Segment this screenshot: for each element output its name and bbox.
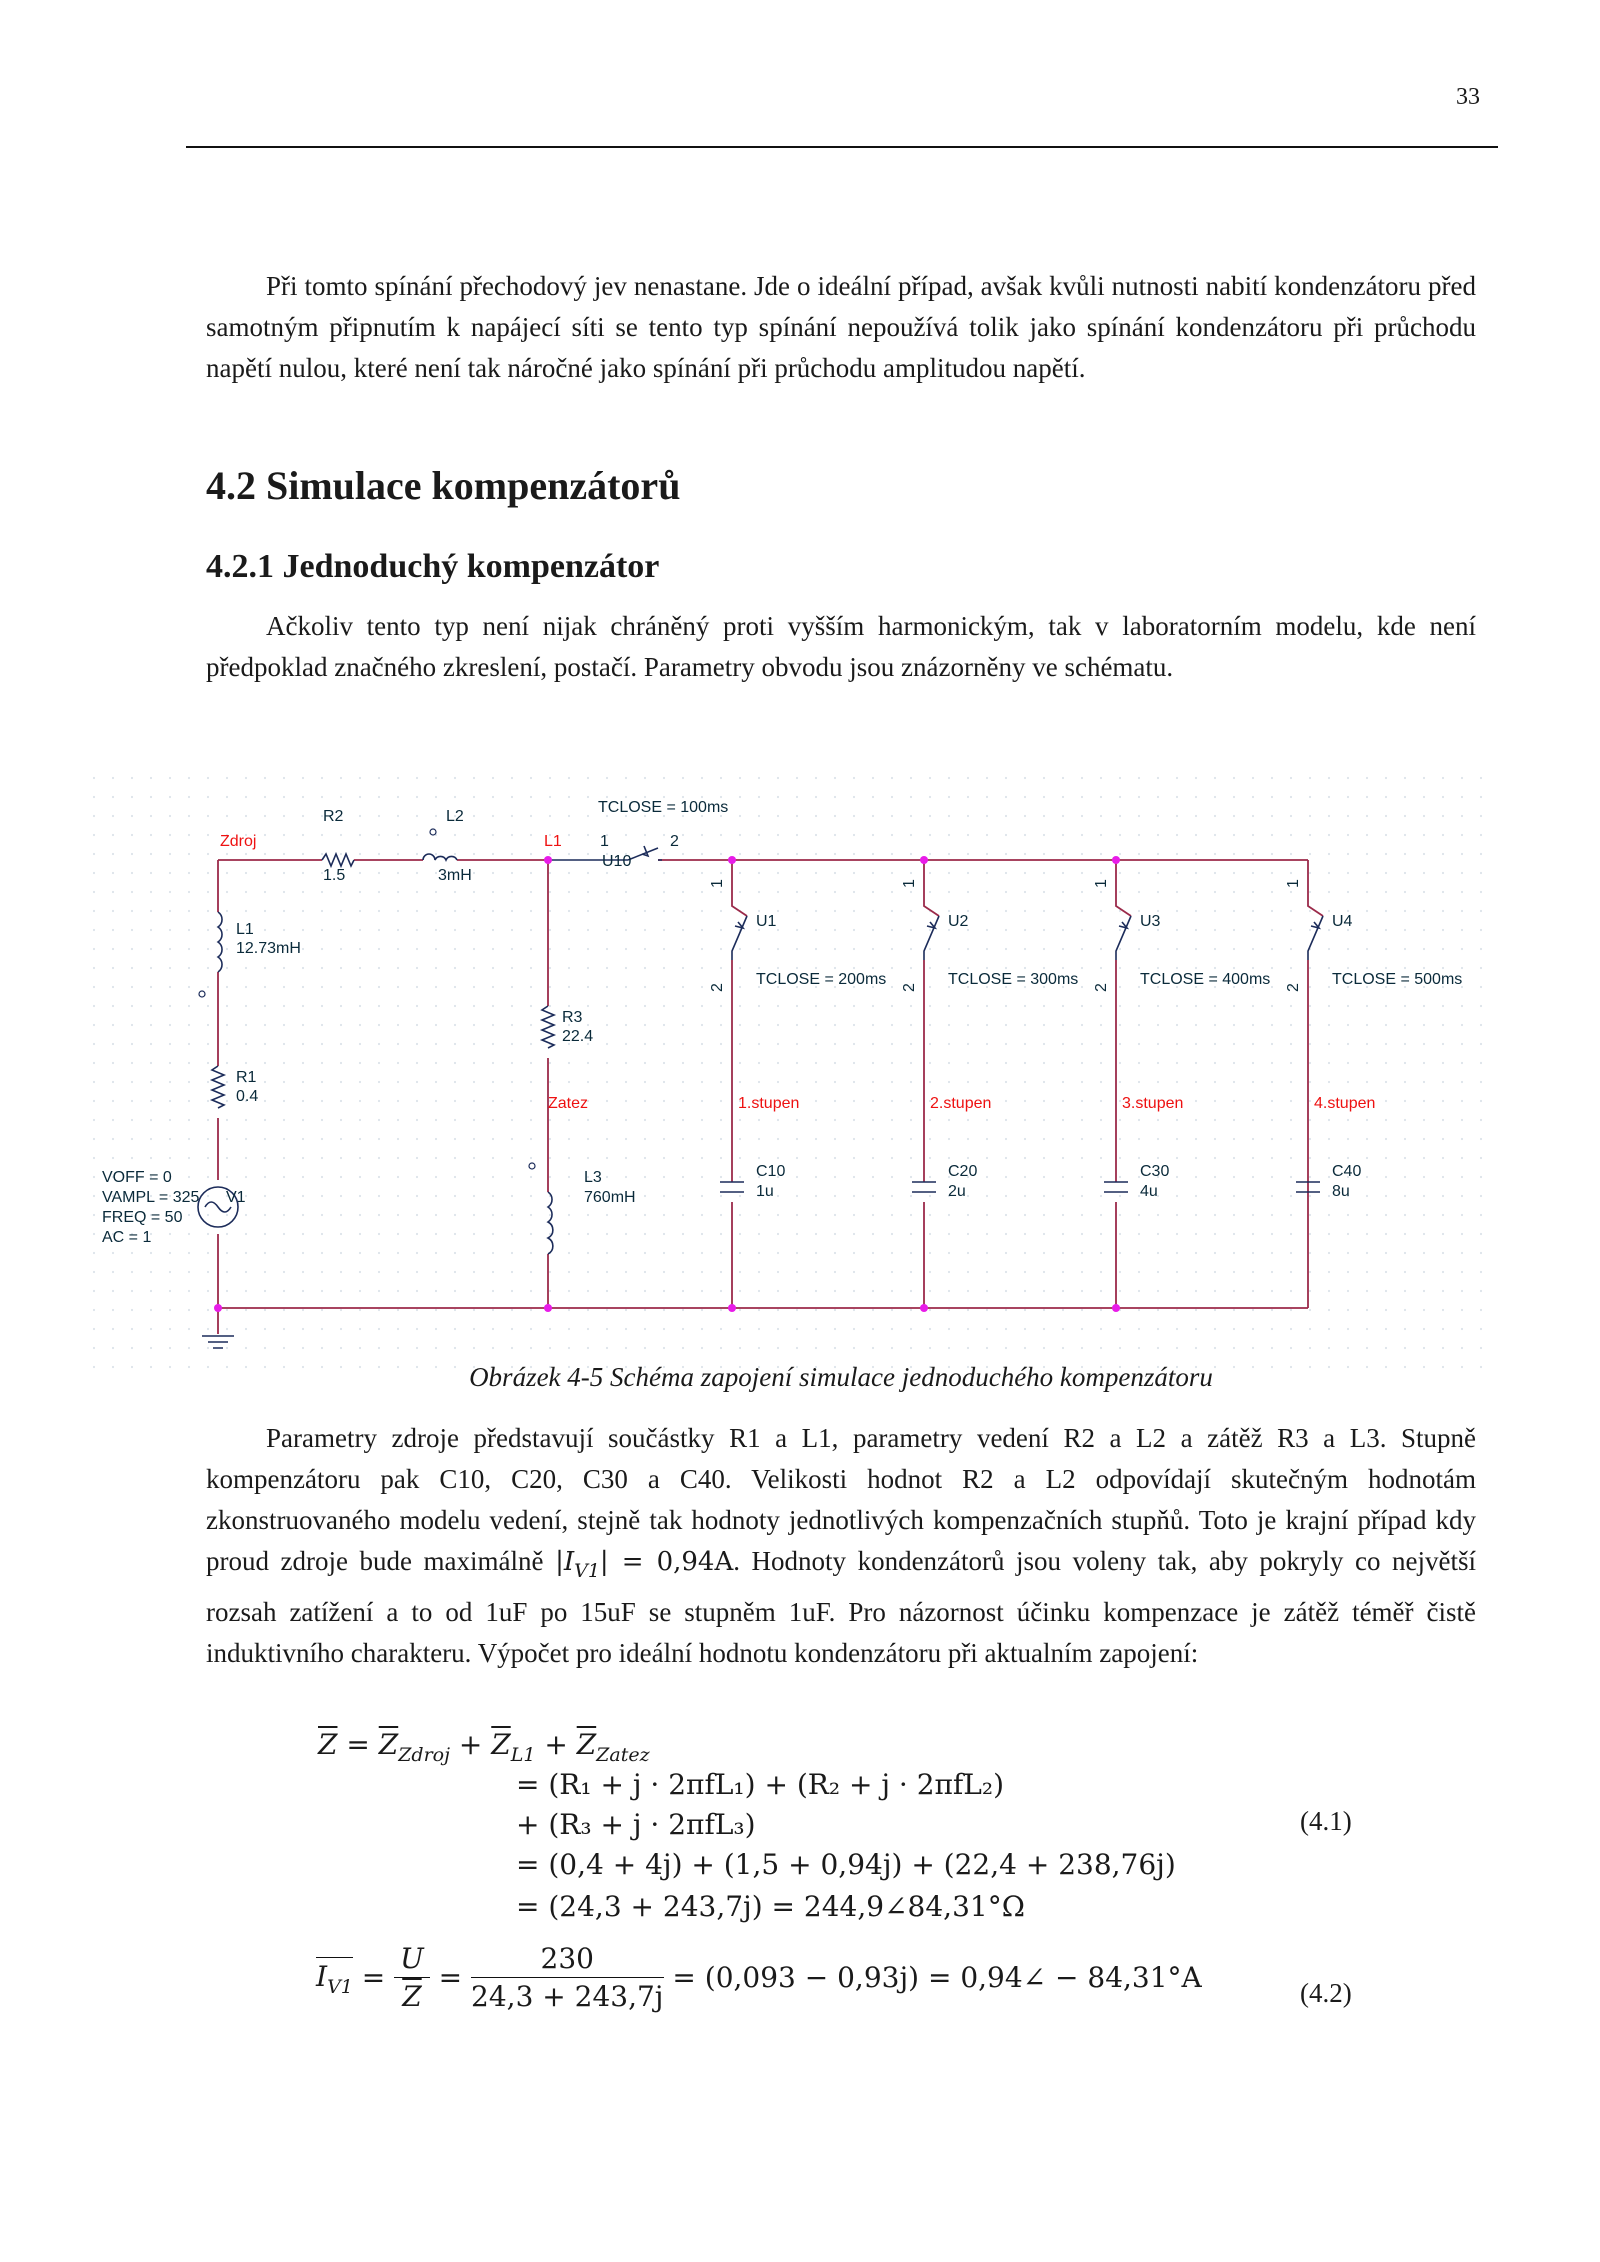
parameters-text-part1: Parametry zdroje představují součástky R1 a L1, parametry vedení R2 a L2 a zátěž R3 a L3. Stupně kompenzátoru pak C10, C20, C30 a C40. Velikosti hodnot R2 a L2 odpovídají skutečným hodnotám zkonstruovaného modelu vedení, stejně tak hodnoty jednotlivých kompenzačních stupňů. Toto je krajní případ kdy proud zdroje bude maximálně bbox=[206, 1423, 1476, 1576]
label-c40-value: 8u bbox=[1332, 1183, 1350, 1200]
eq2-frac2-numerator: 230 bbox=[471, 1942, 663, 1978]
label-tclose-u3: TCLOSE = 400ms bbox=[1140, 971, 1271, 988]
intro-paragraph bbox=[206, 266, 1476, 389]
label-vampl: VAMPL = 325 bbox=[102, 1189, 200, 1206]
inline-current-magnitude bbox=[555, 1547, 734, 1582]
label-u4: U4 bbox=[1332, 913, 1353, 930]
intro-text: Při tomto spínání přechodový jev nenastane. Jde o ideální případ, avšak kvůli nutnosti nabití kondenzátoru před samotným připnutím k napájecí síti se tento typ spínání nepoužívá tolik jako spínání kondenzátoru při průchodu napětí nulou, které není tak náročné jako spínání při průchodu amplitudou napětí. bbox=[206, 271, 1476, 383]
label-tclose-main: TCLOSE = 100ms bbox=[598, 799, 729, 816]
label-u3: U3 bbox=[1140, 913, 1161, 930]
label-c40: C40 bbox=[1332, 1163, 1362, 1180]
figure-caption: Obrázek 4-5 Schéma zapojení simulace jednoduchého kompenzátoru bbox=[469, 1362, 1213, 1392]
label-l3-value: 760mH bbox=[584, 1189, 636, 1206]
equation-4-1-line2: = (R₁ + j · 2πfL₁) + (R₂ + j · 2πfL₂) bbox=[516, 1768, 1005, 1801]
label-tclose-u4: TCLOSE = 500ms bbox=[1332, 971, 1463, 988]
eq2-current-subscript: V1 bbox=[327, 1976, 353, 1998]
label-r2-value: 1.5 bbox=[323, 867, 346, 884]
label-c20-value: 2u bbox=[948, 1183, 966, 1200]
subsection-heading: 4.2.1 Jednoduchý kompenzátor bbox=[206, 548, 660, 585]
label-l1: L1 bbox=[236, 921, 254, 938]
label-r1-value: 0.4 bbox=[236, 1088, 259, 1105]
label-ac: AC = 1 bbox=[102, 1229, 152, 1246]
eq2-fraction-u-over-z bbox=[394, 1942, 430, 2013]
eq2-lhs bbox=[316, 1957, 353, 1998]
label-v1: V1 bbox=[226, 1189, 246, 1206]
label-r3: R3 bbox=[562, 1009, 583, 1026]
eq-sub-zdroj: Zdroj bbox=[398, 1744, 450, 1766]
stage1-pin2: 2 bbox=[709, 983, 726, 992]
eq-z-zatez: $\overline{Z}$ bbox=[576, 1728, 597, 1761]
equation-4-2: $I_{V1}$ = $\frac{U}{Z}$ = $\frac{230}{24,3 + 243,7j}$ = (0,093 − 0,93j) = 0,94∠ − 84,31°A bbox=[316, 1942, 1202, 2013]
circuit-schematic bbox=[92, 776, 1492, 1376]
eq2-current-symbol: I bbox=[316, 1960, 328, 1993]
eq-z-zdroj: $\overline{Z}$ bbox=[378, 1728, 399, 1761]
stage1-pin1: 1 bbox=[709, 879, 726, 888]
eq-equals: = bbox=[337, 1728, 379, 1761]
label-u10: U10 bbox=[602, 853, 632, 870]
section-intro-text: Ačkoliv tento typ není nijak chráněný proti vyšším harmonickým, tak v laboratorním modelu, kde není předpoklad značného zkreslení, postačí. Parametry obvodu jsou znázorněny ve schématu. bbox=[206, 611, 1476, 682]
label-r3-value: 22.4 bbox=[562, 1028, 594, 1045]
label-c30-value: 4u bbox=[1140, 1183, 1158, 1200]
label-node-l1: L1 bbox=[544, 833, 562, 850]
equation-number-4-2: (4.2) bbox=[1300, 1978, 1352, 2008]
label-l2: L2 bbox=[446, 808, 464, 825]
section-heading: 4.2 Simulace kompenzátorů bbox=[206, 463, 681, 508]
label-c10-value: 1u bbox=[756, 1183, 774, 1200]
equation-4-1-line3: + (R₃ + j · 2πfL₃) bbox=[516, 1808, 756, 1841]
label-tclose-u2: TCLOSE = 300ms bbox=[948, 971, 1079, 988]
inline-current-symbol: |I bbox=[555, 1547, 575, 1577]
label-voff: VOFF = 0 bbox=[102, 1169, 172, 1186]
stage4-pin1: 1 bbox=[1285, 879, 1302, 888]
equation-4-1-line1: $\overline{Z} = \overline{Z}_{Zdroj} + \overline{Z}_{L1} + \overline{Z}_{Zatez}$ bbox=[318, 1728, 650, 1766]
label-c10: C10 bbox=[756, 1163, 786, 1180]
equation-4-1-line4: = (0,4 + 4j) + (1,5 + 0,94j) + (22,4 + 238,76j) bbox=[516, 1848, 1176, 1881]
label-l3: L3 bbox=[584, 1169, 602, 1186]
header-rule bbox=[186, 146, 1498, 148]
equation-4-1-line5: = (24,3 + 243,7j) = 244,9∠84,31°Ω bbox=[516, 1890, 1025, 1923]
equation-number-4-1: (4.1) bbox=[1300, 1806, 1352, 1836]
eq-sub-zatez: Zatez bbox=[596, 1744, 650, 1766]
stage3-pin2: 2 bbox=[1093, 983, 1110, 992]
label-stage1: 1.stupen bbox=[738, 1095, 800, 1112]
stage3-pin1: 1 bbox=[1093, 879, 1110, 888]
label-stage3: 3.stupen bbox=[1122, 1095, 1184, 1112]
inline-current-subscript: V1 bbox=[574, 1560, 600, 1582]
label-stage4: 4.stupen bbox=[1314, 1095, 1376, 1112]
eq2-fraction-values bbox=[471, 1942, 663, 2013]
label-r1: R1 bbox=[236, 1069, 257, 1086]
section-intro-paragraph bbox=[206, 606, 1476, 688]
eq-sub-l1: L1 bbox=[510, 1744, 536, 1766]
stage2-pin2: 2 bbox=[901, 983, 918, 992]
eq2-frac1-denominator: Z bbox=[402, 1980, 422, 2013]
label-tclose-u1: TCLOSE = 200ms bbox=[756, 971, 887, 988]
label-zdroj: Zdroj bbox=[220, 833, 257, 850]
eq2-frac2-denominator: 24,3 + 243,7j bbox=[471, 1980, 664, 2013]
stage2-pin1: 1 bbox=[901, 879, 918, 888]
label-pin1: 1 bbox=[600, 833, 609, 850]
eq-z-l1: $\overline{Z}$ bbox=[491, 1728, 511, 1761]
label-zatez: Zatez bbox=[548, 1095, 589, 1112]
page-number: 33 bbox=[1456, 84, 1480, 110]
eq2-frac1-numerator: U bbox=[394, 1942, 430, 1978]
label-l1-value: 12.73mH bbox=[236, 940, 301, 957]
parameters-text bbox=[206, 1418, 1476, 1674]
inline-current-value: | = 0,94A bbox=[599, 1547, 734, 1577]
eq2-rhs: = (0,093 − 0,93j) = 0,94∠ − 84,31°A bbox=[672, 1961, 1202, 1994]
schematic-grid bbox=[92, 776, 1492, 1376]
eq-z-symbol: $\overline{Z}$ bbox=[318, 1728, 338, 1761]
parameters-text-part2: . Hodnoty kondenzátorů jsou voleny tak, aby pokryly co největší rozsah zatížení a to od 1uF po 15uF se stupněm 1uF. Pro názornost účinku kompenzace je zátěž téměř čistě induktivního charakteru. Výpočet pro ideální hodnotu kondenzátoru při aktualním zapojení: bbox=[206, 1546, 1476, 1668]
label-r2: R2 bbox=[323, 808, 344, 825]
stage4-pin2: 2 bbox=[1285, 983, 1302, 992]
parameters-paragraph bbox=[206, 1418, 1476, 1674]
label-c30: C30 bbox=[1140, 1163, 1170, 1180]
label-l2-value: 3mH bbox=[438, 867, 472, 884]
label-freq: FREQ = 50 bbox=[102, 1209, 183, 1226]
label-c20: C20 bbox=[948, 1163, 978, 1180]
label-u2: U2 bbox=[948, 913, 969, 930]
label-u1: U1 bbox=[756, 913, 777, 930]
label-pin2: 2 bbox=[670, 833, 679, 850]
label-stage2: 2.stupen bbox=[930, 1095, 992, 1112]
